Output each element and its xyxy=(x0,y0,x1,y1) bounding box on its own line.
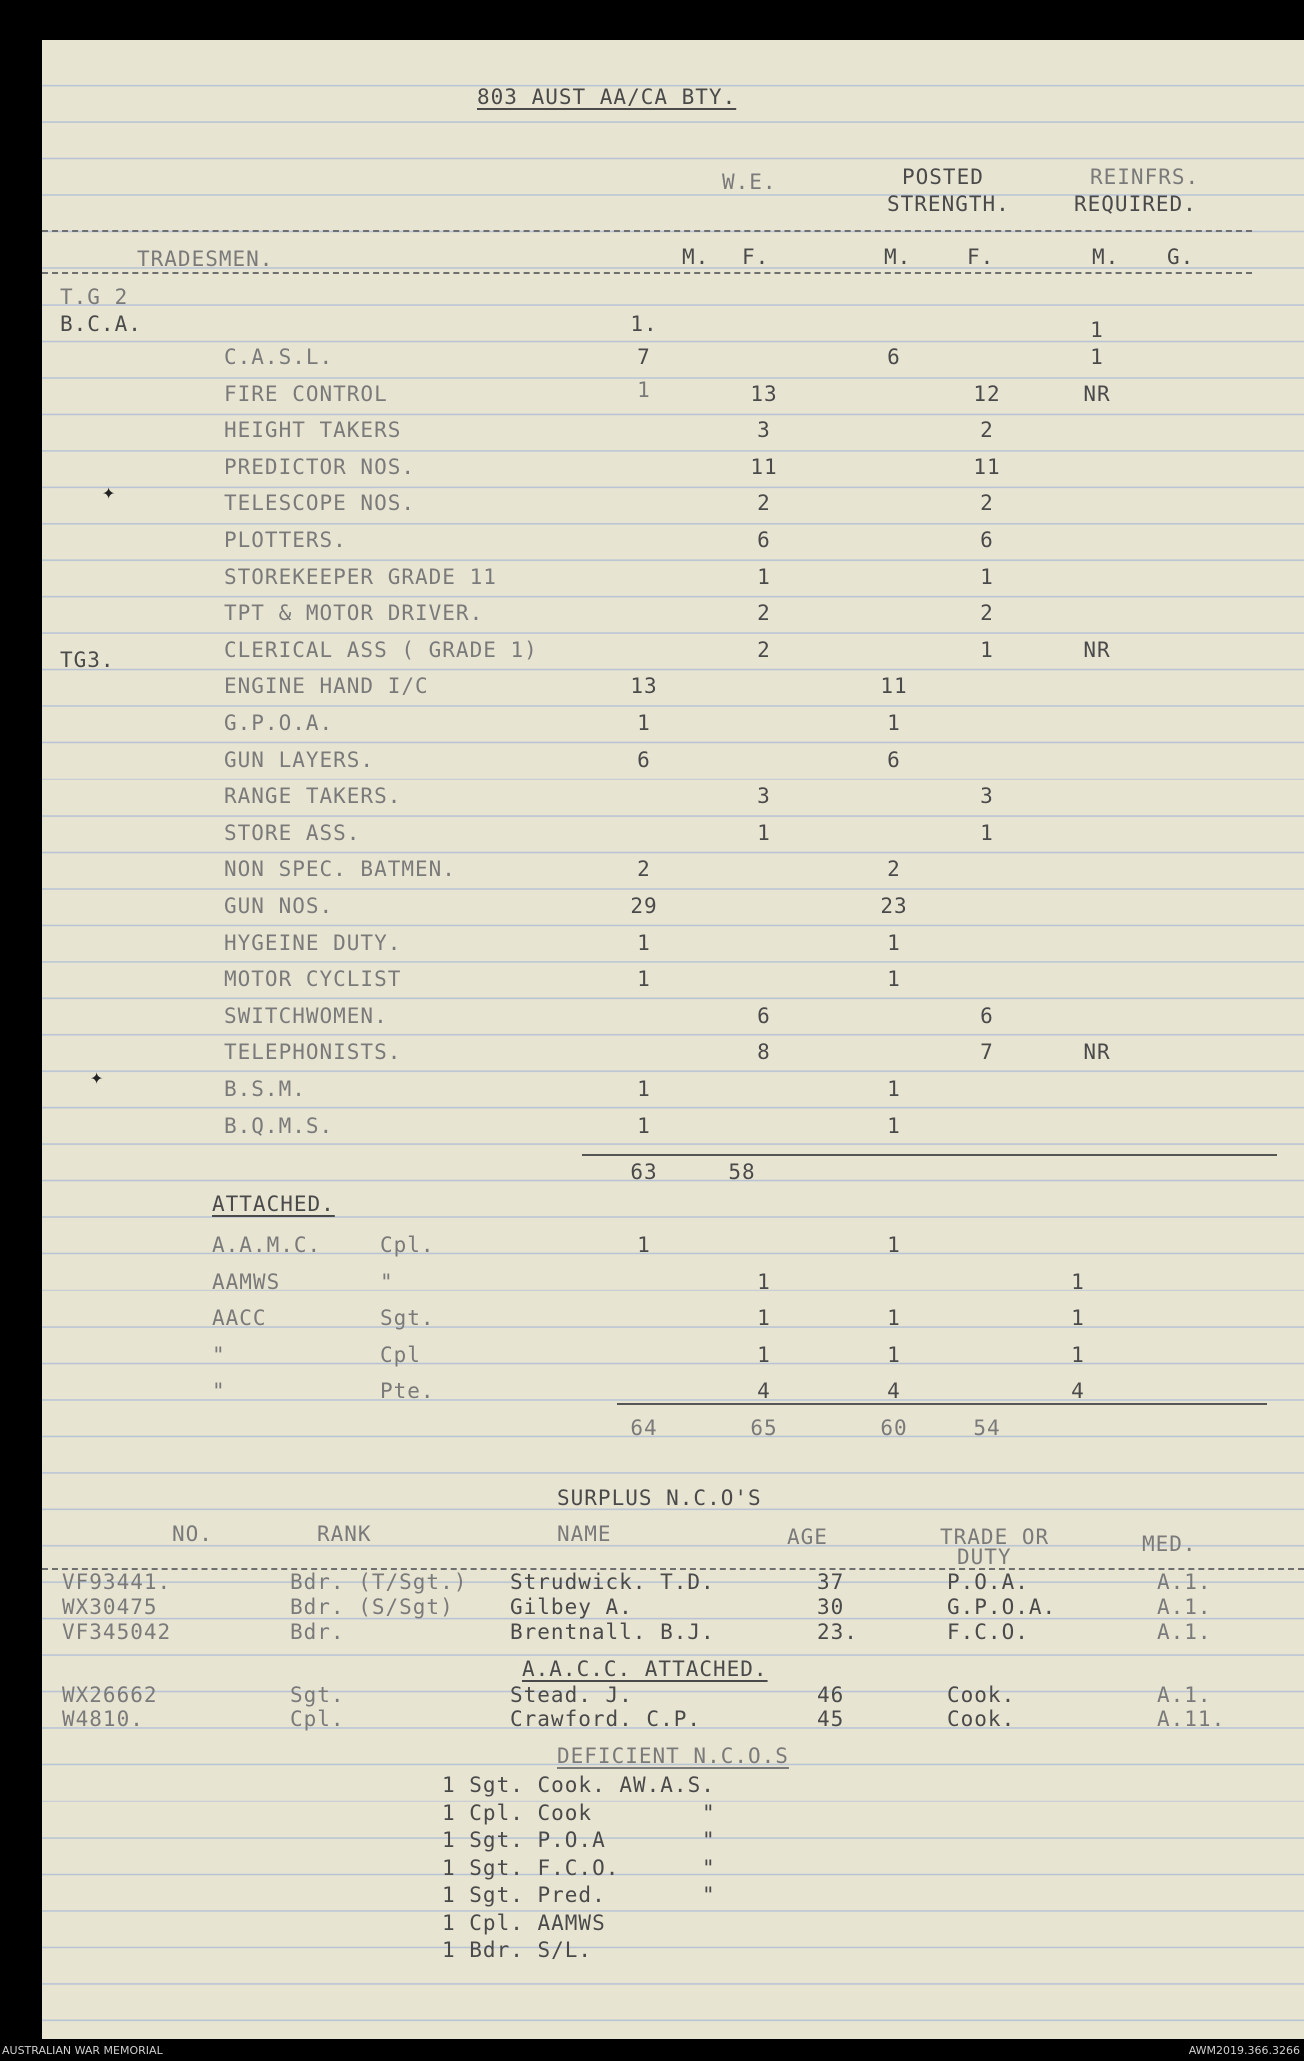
surplus-row-name: Brentnall. B.J. xyxy=(510,1620,715,1644)
attached-rank: Cpl xyxy=(380,1343,421,1367)
row-label: PLOTTERS. xyxy=(224,528,347,552)
punch-hole-mark: ✦ xyxy=(102,480,116,505)
row-ps-m: 1 xyxy=(887,711,901,735)
surplus-row-no: WX30475 xyxy=(62,1595,158,1619)
row-label: HEIGHT TAKERS xyxy=(224,418,402,442)
subtotal-rule xyxy=(582,1154,1277,1156)
row-label: STORE ASS. xyxy=(224,821,361,845)
deficient-item: 1 Sgt. P.O.A xyxy=(442,1828,606,1852)
row-we-m: 1 xyxy=(637,1077,651,1101)
aacc-row-med: A.1. xyxy=(1157,1683,1212,1707)
surplus-row-med: A.1. xyxy=(1157,1620,1212,1644)
surplus-row-trade: F.C.O. xyxy=(947,1620,1029,1644)
attached-rank: Pte. xyxy=(380,1379,435,1403)
attached-unit: AAMWS xyxy=(212,1270,281,1294)
row-ps-m: 2 xyxy=(887,857,901,881)
surplus-col-age: AGE xyxy=(787,1525,828,1549)
row-label: FIRE CONTROL xyxy=(224,382,388,406)
row-we-f: 1 xyxy=(757,565,771,589)
attached-reinf: 1 xyxy=(1071,1270,1085,1294)
row-reinf: NR xyxy=(1083,382,1111,406)
deficient-ditto: " xyxy=(702,1856,716,1880)
row-we-m: 29 xyxy=(630,894,658,918)
deficient-heading: DEFICIENT N.C.O.S xyxy=(557,1744,789,1768)
header-rule-bottom xyxy=(42,272,1252,274)
bca-reinf: 1 xyxy=(1090,318,1104,342)
footer-left: AUSTRALIAN WAR MEMORIAL xyxy=(2,2044,163,2057)
row-label: TELESCOPE NOS. xyxy=(224,491,416,515)
attached-rank: Cpl. xyxy=(380,1233,435,1257)
surplus-col-duty: DUTY xyxy=(957,1545,1012,1569)
subtotal-m: 63 xyxy=(630,1160,658,1184)
row-ps-m: 1 xyxy=(887,1077,901,1101)
header-strength: STRENGTH. xyxy=(887,192,1010,216)
deficient-item: 1 Bdr. S/L. xyxy=(442,1938,593,1962)
aacc-row-trade: Cook. xyxy=(947,1683,1016,1707)
aacc-row-no: WX26662 xyxy=(62,1683,158,1707)
row-label: C.A.S.L. xyxy=(224,345,334,369)
row-label: B.Q.M.S. xyxy=(224,1114,334,1138)
surplus-row-rank: Bdr. xyxy=(290,1620,345,1644)
surplus-col-name: NAME xyxy=(557,1522,612,1546)
surplus-row-med: A.1. xyxy=(1157,1570,1212,1594)
footer-bar xyxy=(0,2039,1304,2061)
deficient-ditto: " xyxy=(702,1801,716,1825)
row-ps-f: 1 xyxy=(980,821,994,845)
attached-reinf: 1 xyxy=(1071,1306,1085,1330)
aacc-row-name: Stead. J. xyxy=(510,1683,633,1707)
row-ps-f: 11 xyxy=(973,455,1001,479)
aacc-row-rank: Sgt. xyxy=(290,1683,345,1707)
row-we-m: 1 xyxy=(637,931,651,955)
surplus-row-no: VF345042 xyxy=(62,1620,172,1644)
attached-ps-m: 1 xyxy=(887,1233,901,1257)
header-required: REQUIRED. xyxy=(1074,192,1197,216)
totals-rule xyxy=(617,1403,1267,1405)
aacc-row-med: A.11. xyxy=(1157,1707,1226,1731)
surplus-row-no: VF93441. xyxy=(62,1570,172,1594)
header-we-f: F. xyxy=(742,245,770,269)
row-we-f: 3 xyxy=(757,784,771,808)
deficient-item: 1 Sgt. Pred. xyxy=(442,1883,606,1907)
row-ps-f: 6 xyxy=(980,528,994,552)
aacc-row-rank: Cpl. xyxy=(290,1707,345,1731)
attached-we-m: 1 xyxy=(637,1233,651,1257)
row-label: NON SPEC. BATMEN. xyxy=(224,857,456,881)
header-we-m: M. xyxy=(682,245,710,269)
attached-unit: A.A.M.C. xyxy=(212,1233,322,1257)
row-we-f: 2 xyxy=(757,491,771,515)
fire-control-mark: 1 xyxy=(637,378,651,402)
row-we-m: 6 xyxy=(637,748,651,772)
row-ps-f: 1 xyxy=(980,565,994,589)
attached-unit: " xyxy=(212,1343,226,1367)
row-we-f: 1 xyxy=(757,821,771,845)
deficient-ditto: " xyxy=(702,1883,716,1907)
row-we-f: 3 xyxy=(757,418,771,442)
attached-we-f: 1 xyxy=(757,1343,771,1367)
row-we-m: 1 xyxy=(637,967,651,991)
row-label: STOREKEEPER GRADE 11 xyxy=(224,565,497,589)
group-tg2: T.G 2 xyxy=(60,285,129,309)
aacc-row-name: Crawford. C.P. xyxy=(510,1707,702,1731)
total-ps-m: 60 xyxy=(880,1416,908,1440)
row-label: HYGEINE DUTY. xyxy=(224,931,402,955)
row-label: RANGE TAKERS. xyxy=(224,784,402,808)
row-ps-m: 6 xyxy=(887,345,901,369)
header-tradesmen: TRADESMEN. xyxy=(137,247,274,271)
surplus-col-no: NO. xyxy=(172,1522,213,1546)
surplus-row-age: 23. xyxy=(817,1620,858,1644)
attached-reinf: 4 xyxy=(1071,1379,1085,1403)
surplus-row-trade: G.P.O.A. xyxy=(947,1595,1057,1619)
deficient-item: 1 Cpl. AAMWS xyxy=(442,1911,606,1935)
attached-unit: " xyxy=(212,1379,226,1403)
row-ps-f: 2 xyxy=(980,601,994,625)
surplus-col-rank: RANK xyxy=(317,1522,372,1546)
deficient-item: 1 Sgt. Cook. AW.A.S. xyxy=(442,1773,715,1797)
deficient-ditto: " xyxy=(702,1828,716,1852)
header-ps-m: M. xyxy=(884,245,912,269)
surplus-row-name: Gilbey A. xyxy=(510,1595,633,1619)
header-we: W.E. xyxy=(722,170,777,194)
row-we-f: 2 xyxy=(757,638,771,662)
surplus-col-trade: TRADE OR xyxy=(940,1525,1050,1549)
row-ps-f: 2 xyxy=(980,491,994,515)
surplus-row-trade: P.O.A. xyxy=(947,1570,1029,1594)
row-label: B.S.M. xyxy=(224,1077,306,1101)
row-ps-f: 7 xyxy=(980,1040,994,1064)
document-page xyxy=(42,40,1304,2039)
aacc-row-age: 46 xyxy=(817,1683,845,1707)
row-label: PREDICTOR NOS. xyxy=(224,455,416,479)
total-we-m: 64 xyxy=(630,1416,658,1440)
row-ps-m: 6 xyxy=(887,748,901,772)
aacc-row-age: 45 xyxy=(817,1707,845,1731)
punch-hole-mark-lower: ✦ xyxy=(90,1065,104,1090)
row-we-f: 2 xyxy=(757,601,771,625)
footer-right: AWM2019.366.3266 xyxy=(1188,2044,1300,2057)
row-label: TELEPHONISTS. xyxy=(224,1040,402,1064)
header-ps-f: F. xyxy=(967,245,995,269)
surplus-row-age: 37 xyxy=(817,1570,845,1594)
row-label: G.P.O.A. xyxy=(224,711,334,735)
row-we-f: 8 xyxy=(757,1040,771,1064)
row-label: GUN LAYERS. xyxy=(224,748,375,772)
row-label: MOTOR CYCLIST xyxy=(224,967,402,991)
row-we-f: 6 xyxy=(757,528,771,552)
row-we-f: 6 xyxy=(757,1004,771,1028)
row-reinf: NR xyxy=(1083,638,1111,662)
row-ps-f: 12 xyxy=(973,382,1001,406)
row-label: CLERICAL ASS ( GRADE 1) xyxy=(224,638,538,662)
attached-unit: AACC xyxy=(212,1306,267,1330)
group-tg3: TG3. xyxy=(60,648,115,672)
attached-heading: ATTACHED. xyxy=(212,1192,335,1216)
surplus-heading: SURPLUS N.C.O'S xyxy=(557,1486,762,1510)
surplus-row-name: Strudwick. T.D. xyxy=(510,1570,715,1594)
row-label: GUN NOS. xyxy=(224,894,334,918)
attached-we-f: 4 xyxy=(757,1379,771,1403)
header-posted: POSTED xyxy=(902,165,984,189)
attached-rank: " xyxy=(380,1270,394,1294)
attached-we-f: 1 xyxy=(757,1270,771,1294)
row-ps-f: 1 xyxy=(980,638,994,662)
row-we-m: 7 xyxy=(637,345,651,369)
header-rule-top xyxy=(42,230,1252,232)
attached-we-f: 1 xyxy=(757,1306,771,1330)
surplus-row-rank: Bdr. (S/Sgt) xyxy=(290,1595,454,1619)
subtotal-f: 58 xyxy=(728,1160,756,1184)
deficient-item: 1 Sgt. F.C.O. xyxy=(442,1856,620,1880)
page-title: 803 AUST AA/CA BTY. xyxy=(477,85,737,109)
header-rr-m: M. xyxy=(1092,245,1120,269)
row-ps-m: 1 xyxy=(887,931,901,955)
surplus-row-rank: Bdr. (T/Sgt.) xyxy=(290,1570,468,1594)
header-reinfrs: REINFRS. xyxy=(1090,165,1200,189)
surplus-row-age: 30 xyxy=(817,1595,845,1619)
group-bca: B.C.A. xyxy=(60,312,142,336)
row-label: ENGINE HAND I/C xyxy=(224,674,429,698)
surplus-row-med: A.1. xyxy=(1157,1595,1212,1619)
total-ps-f: 54 xyxy=(973,1416,1001,1440)
deficient-item: 1 Cpl. Cook xyxy=(442,1801,593,1825)
row-ps-f: 3 xyxy=(980,784,994,808)
attached-reinf: 1 xyxy=(1071,1343,1085,1367)
row-ps-m: 23 xyxy=(880,894,908,918)
row-label: TPT & MOTOR DRIVER. xyxy=(224,601,484,625)
surplus-col-med: MED. xyxy=(1142,1532,1197,1556)
aacc-row-trade: Cook. xyxy=(947,1707,1016,1731)
header-rr-g: G. xyxy=(1167,245,1195,269)
row-ps-f: 2 xyxy=(980,418,994,442)
aacc-heading: A.A.C.C. ATTACHED. xyxy=(522,1657,768,1681)
attached-rank: Sgt. xyxy=(380,1306,435,1330)
row-we-m: 13 xyxy=(630,674,658,698)
attached-ps-m: 4 xyxy=(887,1379,901,1403)
row-we-m: 1 xyxy=(637,711,651,735)
row-ps-m: 1 xyxy=(887,1114,901,1138)
aacc-row-no: W4810. xyxy=(62,1707,144,1731)
attached-ps-m: 1 xyxy=(887,1306,901,1330)
bca-we-m: 1. xyxy=(630,312,658,336)
row-reinf: NR xyxy=(1083,1040,1111,1064)
row-ps-m: 11 xyxy=(880,674,908,698)
row-we-m: 1 xyxy=(637,1114,651,1138)
total-we-f: 65 xyxy=(750,1416,778,1440)
row-label: SWITCHWOMEN. xyxy=(224,1004,388,1028)
row-ps-f: 6 xyxy=(980,1004,994,1028)
attached-ps-m: 1 xyxy=(887,1343,901,1367)
row-we-m: 2 xyxy=(637,857,651,881)
row-ps-m: 1 xyxy=(887,967,901,991)
row-we-f: 11 xyxy=(750,455,778,479)
row-reinf: 1 xyxy=(1090,345,1104,369)
row-we-f: 13 xyxy=(750,382,778,406)
